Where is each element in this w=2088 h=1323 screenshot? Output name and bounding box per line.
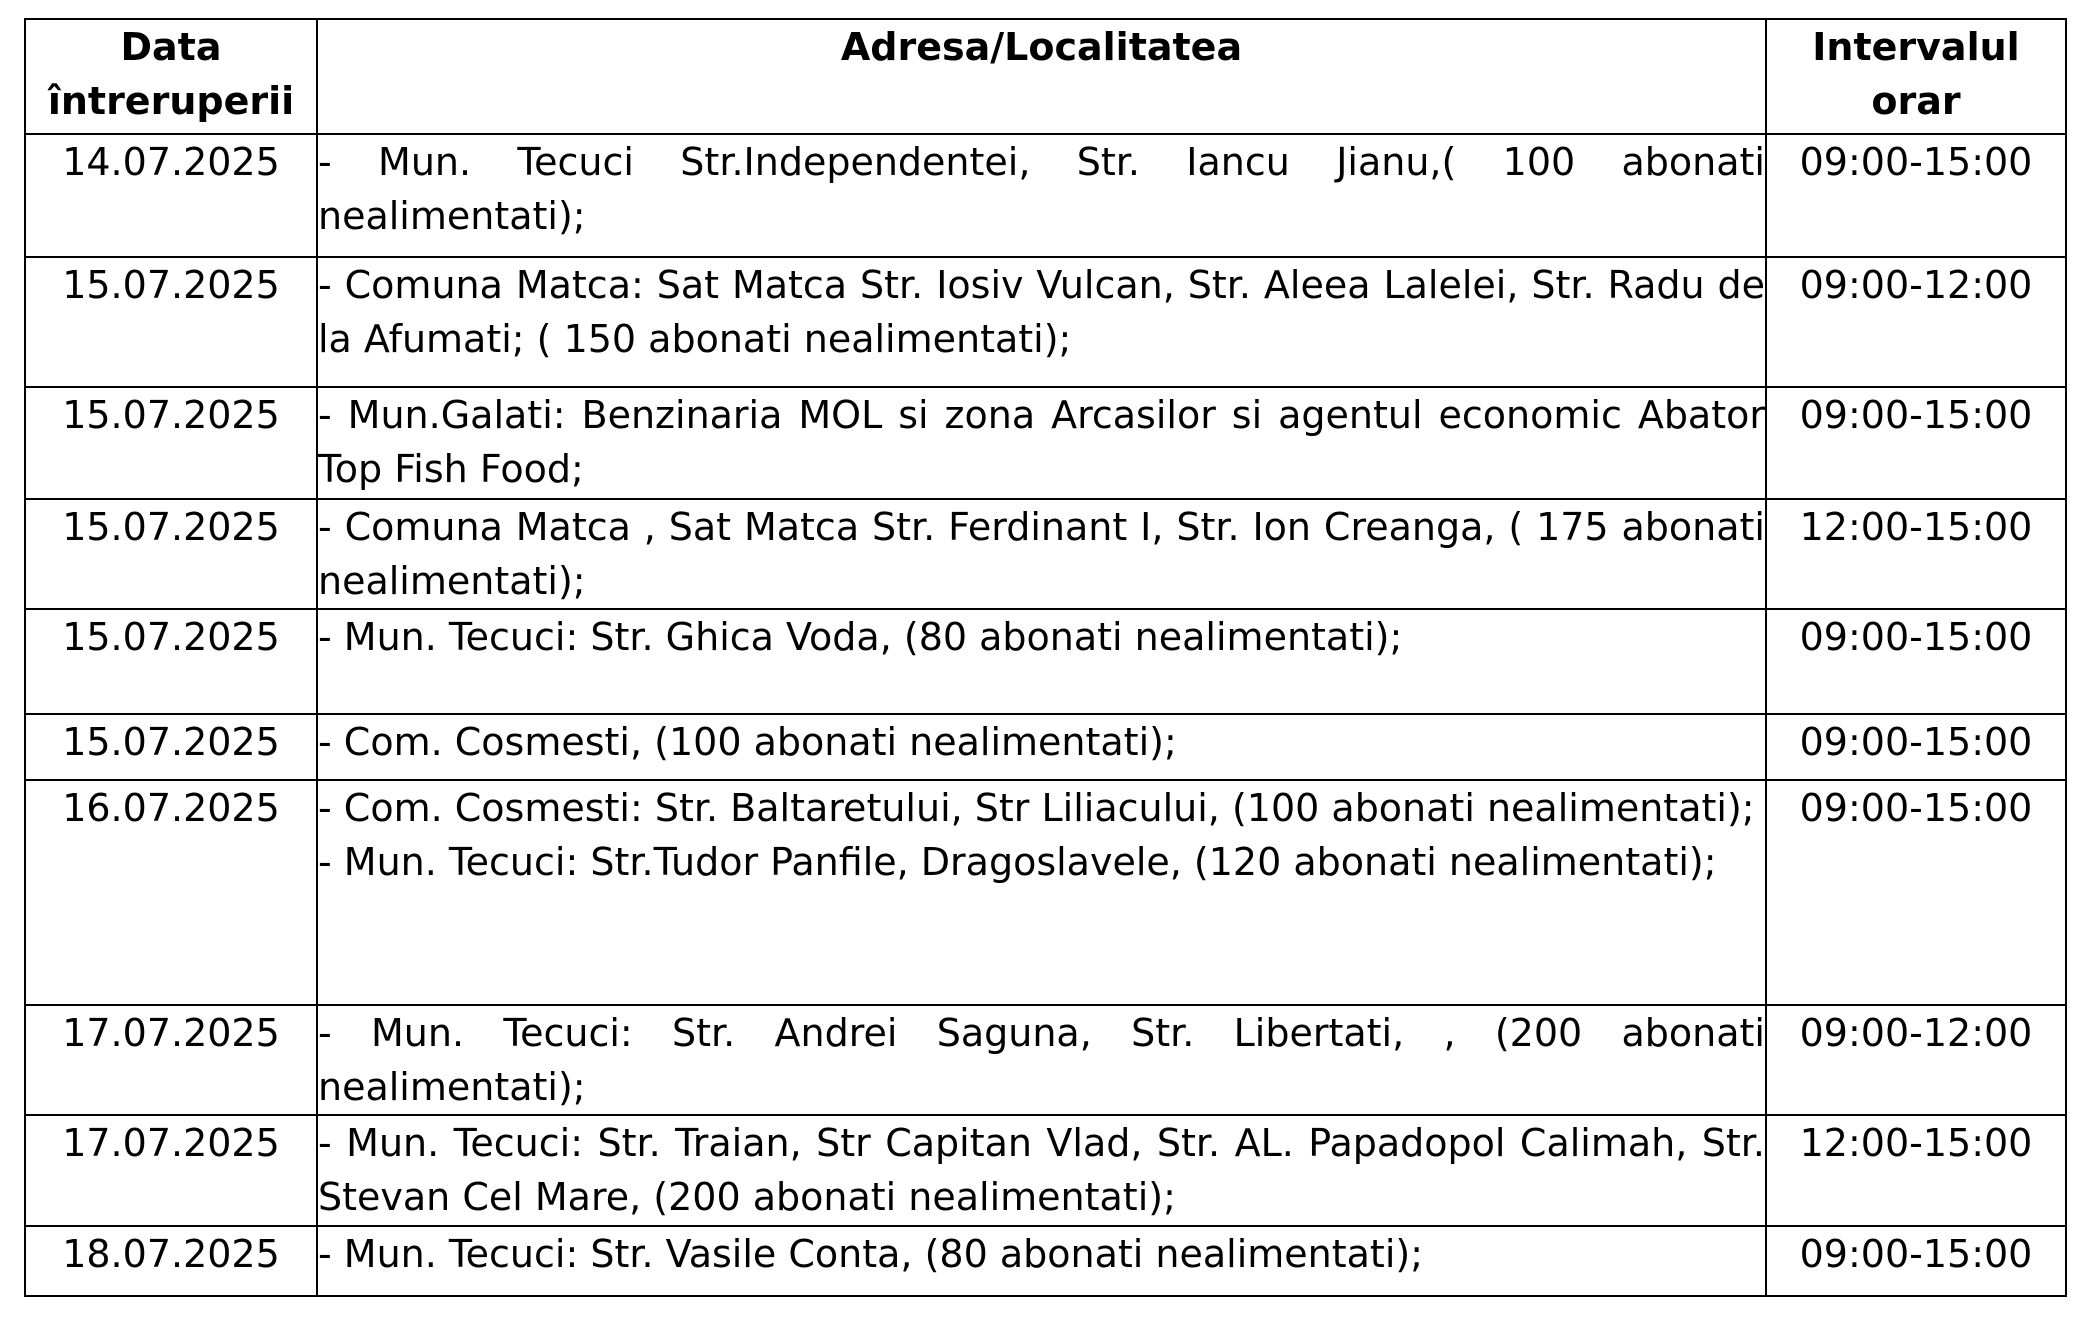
table-row <box>25 609 2066 714</box>
row-address: - Comuna Matca , Sat Matca Str. Ferdinant I, Str. Ion Creanga, ( 175 abonati nealimentati); <box>317 499 1766 609</box>
row-interval: 12:00-15:00 <box>1766 1115 2066 1226</box>
row-address: - Mun.Galati: Benzinaria MOL si zona Arcasilor si agentul economic Abator Top Fish Food; <box>317 387 1766 499</box>
row-date: 15.07.2025 <box>25 499 317 609</box>
table-row <box>25 1005 2066 1115</box>
row-date: 16.07.2025 <box>25 780 317 1005</box>
table-row <box>25 387 2066 499</box>
row-interval: 09:00-15:00 <box>1766 387 2066 499</box>
row-interval: 09:00-15:00 <box>1766 134 2066 257</box>
row-date: 15.07.2025 <box>25 714 317 780</box>
table-row <box>25 1226 2066 1296</box>
row-date: 15.07.2025 <box>25 609 317 714</box>
header-address: Adresa/Localitatea <box>317 19 1766 134</box>
row-interval: 12:00-15:00 <box>1766 499 2066 609</box>
row-date: 17.07.2025 <box>25 1005 317 1115</box>
table-row <box>25 134 2066 257</box>
row-date: 17.07.2025 <box>25 1115 317 1226</box>
table-row <box>25 1115 2066 1226</box>
row-address: - Mun. Tecuci Str.Independentei, Str. Iancu Jianu,( 100 abonati nealimentati); <box>317 134 1766 257</box>
row-address <box>317 780 1766 1005</box>
row-interval: 09:00-12:00 <box>1766 1005 2066 1115</box>
row-address: - Mun. Tecuci: Str. Traian, Str Capitan Vlad, Str. AL. Papadopol Calimah, Str. Stevan Cel Mare, (200 abonati nealimentati); <box>317 1115 1766 1226</box>
row-interval: 09:00-15:00 <box>1766 609 2066 714</box>
header-date: Data întreruperii <box>25 19 317 134</box>
row-address: - Mun. Tecuci: Str. Ghica Voda, (80 abonati nealimentati); <box>317 609 1766 714</box>
row-address-line: - Mun. Tecuci: Str.Tudor Panfile, Dragoslavele, (120 abonati nealimentati); <box>318 840 1717 884</box>
table-row <box>25 714 2066 780</box>
row-date: 14.07.2025 <box>25 134 317 257</box>
table-row <box>25 257 2066 387</box>
table-header-row <box>25 19 2066 134</box>
table-row <box>25 780 2066 1005</box>
row-interval: 09:00-15:00 <box>1766 714 2066 780</box>
row-interval: 09:00-15:00 <box>1766 1226 2066 1296</box>
row-address: - Com. Cosmesti, (100 abonati nealimentati); <box>317 714 1766 780</box>
row-date: 18.07.2025 <box>25 1226 317 1296</box>
outage-schedule-table <box>24 18 2067 1297</box>
row-interval: 09:00-15:00 <box>1766 780 2066 1005</box>
row-date: 15.07.2025 <box>25 387 317 499</box>
row-date: 15.07.2025 <box>25 257 317 387</box>
row-address: - Mun. Tecuci: Str. Vasile Conta, (80 abonati nealimentati); <box>317 1226 1766 1296</box>
table-row <box>25 499 2066 609</box>
header-interval: Intervalul orar <box>1766 19 2066 134</box>
row-interval: 09:00-12:00 <box>1766 257 2066 387</box>
row-address-line: - Com. Cosmesti: Str. Baltaretului, Str Liliacului, (100 abonati nealimentati); <box>318 786 1755 830</box>
row-address: - Mun. Tecuci: Str. Andrei Saguna, Str. Libertati, , (200 abonati nealimentati); <box>317 1005 1766 1115</box>
row-address: - Comuna Matca: Sat Matca Str. Iosiv Vulcan, Str. Aleea Lalelei, Str. Radu de la Afumati; ( 150 abonati nealimentati); <box>317 257 1766 387</box>
